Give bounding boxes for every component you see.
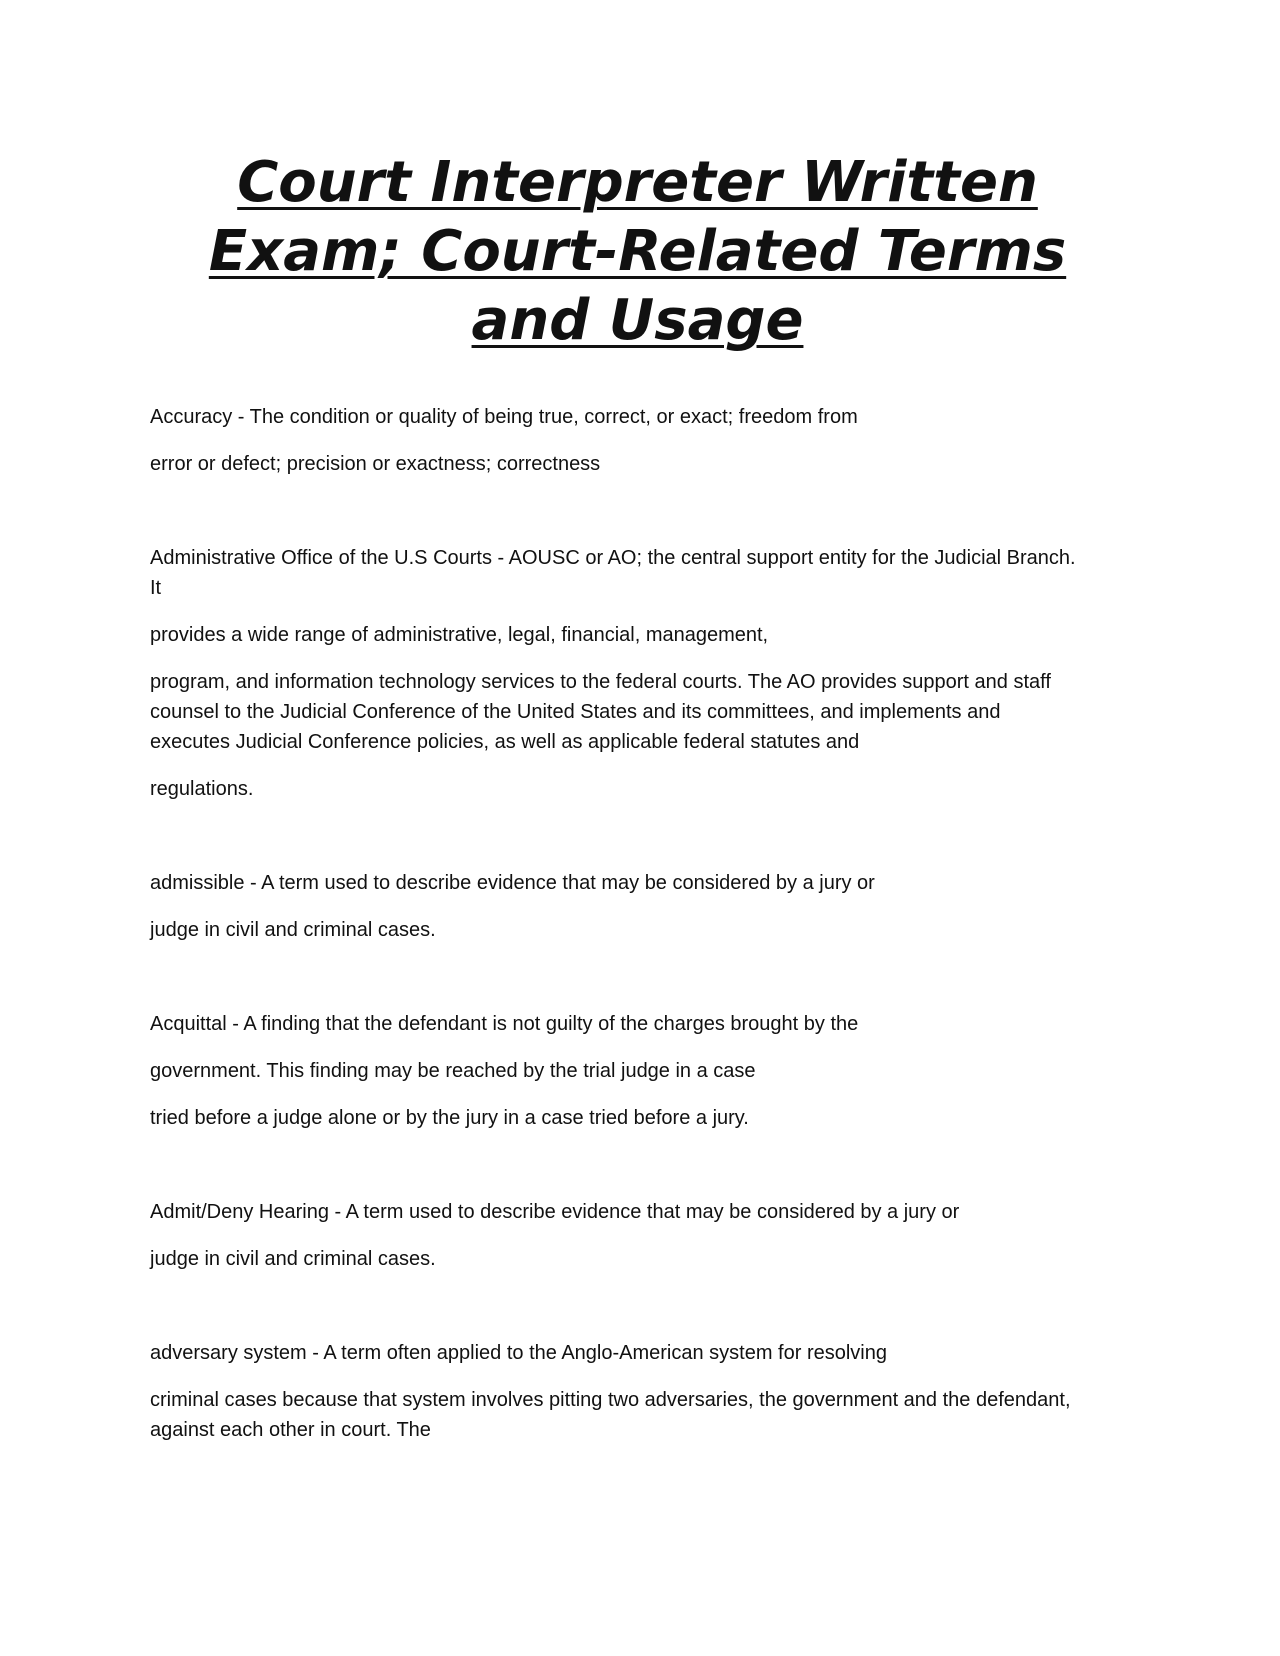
text-line: government. This finding may be reached by the trial judge in a case: [150, 1060, 756, 1082]
text-line: It: [150, 577, 162, 599]
text-line: criminal cases because that system involves pitting two adversaries, the government and the defendant,: [150, 1389, 1071, 1411]
text-line: provides a wide range of administrative, legal, financial, management,: [150, 624, 769, 646]
title-line-1: Court Interpreter Written: [237, 150, 1038, 215]
text-line: executes Judicial Conference policies, as well as applicable federal statutes and: [150, 731, 860, 753]
text-line: admissible - A term used to describe evidence that may be considered by a jury or: [150, 872, 875, 894]
text-line: Accuracy - The condition or quality of being true, correct, or exact; freedom from: [150, 406, 858, 428]
text-line: judge in civil and criminal cases.: [150, 1248, 436, 1270]
text-line: tried before a judge alone or by the jury in a case tried before a jury.: [150, 1107, 749, 1129]
text-line: program, and information technology services to the federal courts. The AO provides support and staff: [150, 671, 1051, 693]
text-line: Admit/Deny Hearing - A term used to describe evidence that may be considered by a jury or: [150, 1201, 960, 1223]
text-line: judge in civil and criminal cases.: [150, 919, 436, 941]
text-line: counsel to the Judicial Conference of the United States and its committees, and implements and: [150, 701, 1001, 723]
text-line: against each other in court. The: [150, 1419, 431, 1441]
text-line: error or defect; precision or exactness; correctness: [150, 453, 601, 475]
title-line-2: Exam; Court-Related Terms: [208, 219, 1067, 284]
document-title: [150, 148, 1125, 355]
text-line: regulations.: [150, 778, 254, 800]
text-line: adversary system - A term often applied to the Anglo-American system for resolving: [150, 1342, 887, 1364]
title-line-3: and Usage: [471, 288, 804, 353]
text-line: Acquittal - A finding that the defendant is not guilty of the charges brought by the: [150, 1013, 859, 1035]
text-line: Administrative Office of the U.S Courts - AOUSC or AO; the central support entity for the Judicial Branch.: [150, 547, 1076, 569]
